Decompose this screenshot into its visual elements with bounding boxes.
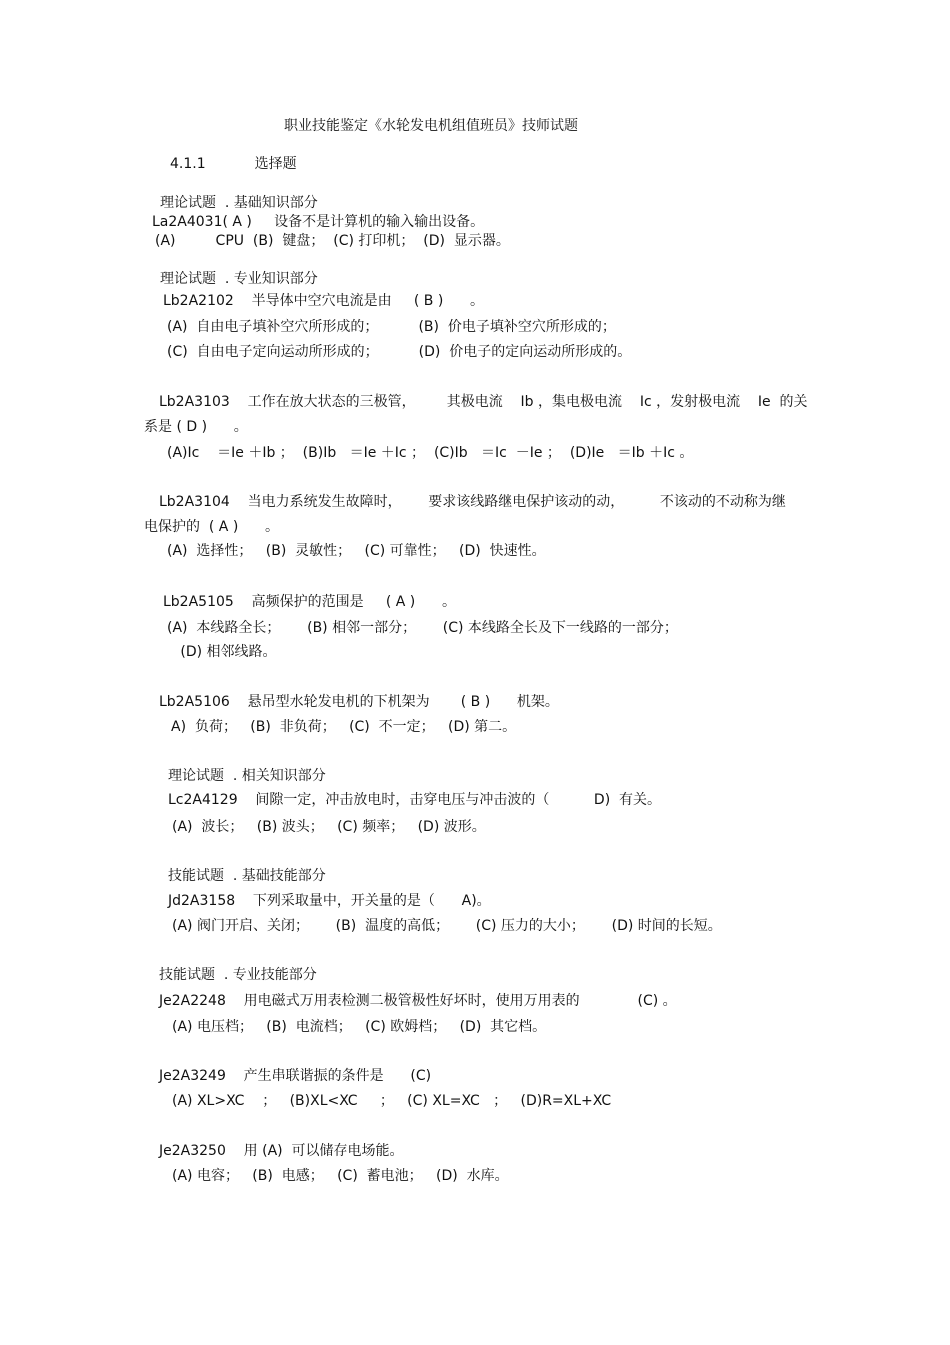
category-heading: 技能试题 . 基础技能部分 <box>168 868 326 884</box>
question-text-continued: 电保护的 ( A ) 。 <box>144 519 280 535</box>
question-options: (D) 相邻线路。 <box>167 644 277 660</box>
category-heading: 理论试题 . 基础知识部分 <box>160 195 318 211</box>
question-options: (A) 电压档； (B) 电流档； (C) 欧姆档； (D) 其它档。 <box>172 1019 547 1035</box>
question-options: (A) 选择性； (B) 灵敏性； (C) 可靠性； (D) 快速性。 <box>167 543 546 559</box>
question-text: Lb2A3103 工作在放大状态的三极管， 其极电流 Ib ，集电极电流 Ic ，发射极电流 Ie 的关 <box>159 394 808 410</box>
question-options: (A) 本线路全长； (B) 相邻一部分； (C) 本线路全长及下一线路的一部分； <box>167 620 678 636</box>
question-options: (A) 阀门开启、关闭； (B) 温度的高低； (C) 压力的大小； (D) 时间的长短。 <box>172 918 722 934</box>
question-text: La2A4031( A ) 设备不是计算机的输入输出设备。 <box>152 214 485 230</box>
question-text: Lb2A3104 当电力系统发生故障时， 要求该线路继电保护该动的动， 不该动的不动称为继 <box>159 494 786 510</box>
page-title: 职业技能鉴定《水轮发电机组值班员》技师试题 <box>284 118 578 134</box>
question-options: A) 负荷； (B) 非负荷； (C) 不一定； (D) 第二。 <box>171 719 517 735</box>
question-text: Jd2A3158 下列采取量中，开关量的是（ A)。 <box>168 893 491 909</box>
question-options: (A) 波长； (B) 波头； (C) 频率； (D) 波形。 <box>172 819 486 835</box>
question-options: (A) CPU (B) 键盘； (C) 打印机； (D) 显示器。 <box>155 233 510 249</box>
question-options: (A) 自由电子填补空穴所形成的； (B) 价电子填补空穴所形成的； <box>167 319 616 335</box>
question-text: Lb2A2102 半导体中空穴电流是由 ( B ) 。 <box>163 293 484 309</box>
question-text: Je2A2248 用电磁式万用表检测二极管极性好坏时，使用万用表的 (C) 。 <box>159 993 677 1009</box>
question-options: (A)Ic ＝Ie ＋Ib ； (B)Ib ＝Ie ＋Ic ； (C)Ib ＝Ic －Ie ； (D)Ie ＝Ib ＋Ic 。 <box>167 445 694 461</box>
question-options: (C) 自由电子定向运动所形成的； (D) 价电子的定向运动所形成的。 <box>167 344 632 360</box>
question-text: Lc2A4129 间隙一定，冲击放电时，击穿电压与冲击波的（ D) 有关。 <box>168 792 662 808</box>
question-options: (A) XL>XC ； (B)XL<XC ； (C) XL=XC ； (D)R=XL+XC <box>172 1093 612 1109</box>
category-heading: 技能试题 . 专业技能部分 <box>159 967 317 983</box>
question-text: Je2A3249 产生串联谐振的条件是 (C) <box>159 1068 432 1084</box>
question-text-continued: 系是 ( D ) 。 <box>144 419 248 435</box>
question-text: Lb2A5105 高频保护的范围是 ( A ) 。 <box>163 594 456 610</box>
category-heading: 理论试题 . 相关知识部分 <box>168 768 326 784</box>
question-options: (A) 电容； (B) 电感； (C) 蓄电池； (D) 水库。 <box>172 1168 509 1184</box>
question-text: Je2A3250 用 (A) 可以储存电场能。 <box>159 1143 404 1159</box>
category-heading: 理论试题 . 专业知识部分 <box>160 271 318 287</box>
section-heading: 4.1.1 选择题 <box>170 156 297 172</box>
question-text: Lb2A5106 悬吊型水轮发电机的下机架为 ( B ) 机架。 <box>159 694 559 710</box>
